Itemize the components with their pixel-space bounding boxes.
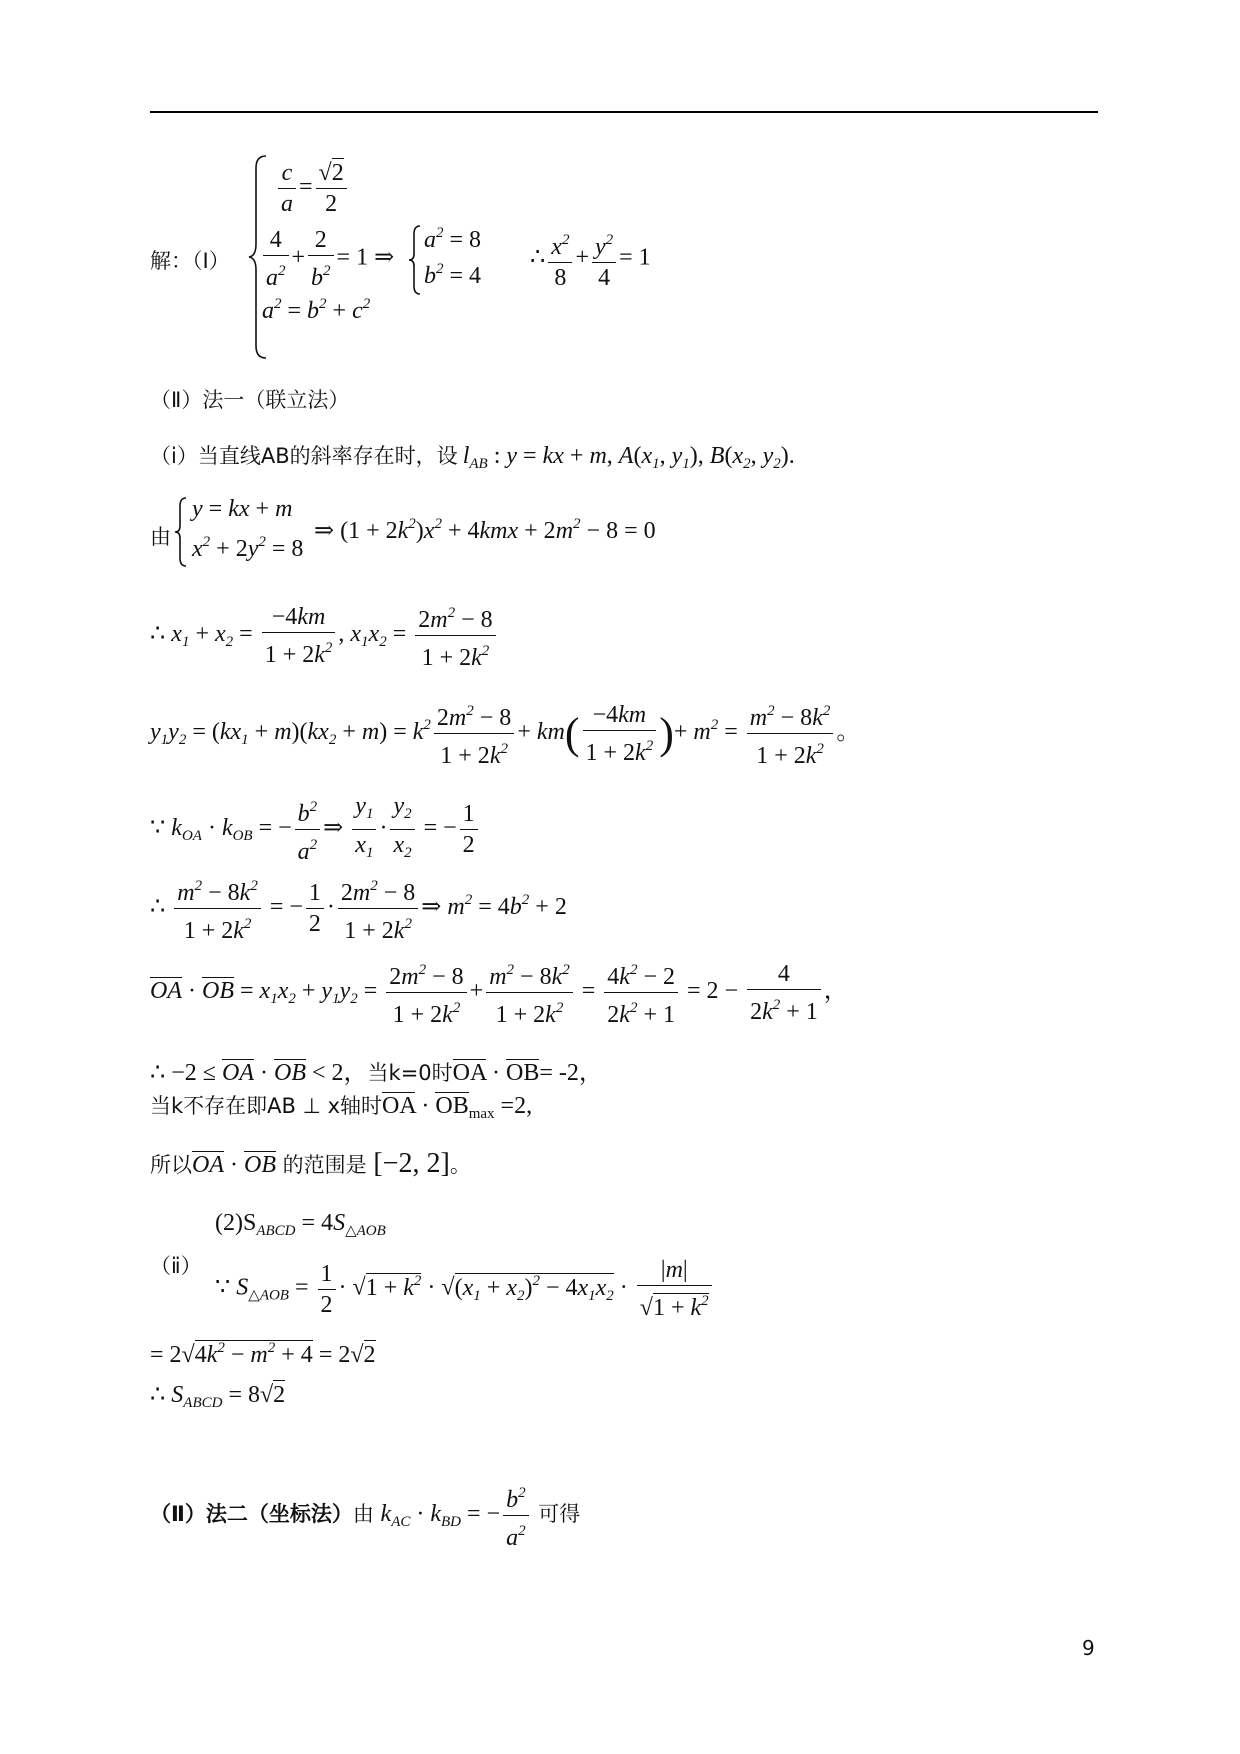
range-line: ∴ −2 ≤ OA · OB < 2，当k=0时OA · OB= -2， — [150, 1060, 603, 1086]
m-relation: ∴ $\frac{m^2 - 8k^2}{1 + 2k^2}$ = − $\frac{1}{2}$ · $\frac{2m^2 - 8}{1 + 2k^2}$ ⇒ $m^2 = 4b^2 + 2$ — [150, 871, 567, 946]
part1-result-brace — [408, 224, 422, 296]
area-relation: $(2)S_{ABCD} = 4S_{\triangle AOB}$ — [215, 1210, 386, 1239]
part1-conclusion: ∴ $\frac{x^2}{8}$ + $\frac{y^2}{4}$ = 1 — [530, 225, 651, 293]
y1y2-expansion: $y_1y_2 = (kx_1 + m)(kx_2 + m) = k^2$ $\frac{2m^2 - 8}{1 + 2k^2}$ + km( $\frac{-4km}{1 + 2k^2}$ )+ $m^2$ = $\frac{m^2 - 8k^2}{1 + 2k^2}$ 。 — [150, 696, 860, 771]
dot-product: OA · OB = $x_1x_2 + y_1y_2$ = $\frac{2m^2 - 8}{1 + 2k^2}$ + $\frac{m^2 - 8k^2}{1 + 2k^2}$ = $\frac{4k^2 - 2}{2k^2 + 1}$ = 2 − $\frac{4}{2k^2 + 1}$ ， — [150, 955, 848, 1030]
part1-result-a: $a^2 = 8$ — [424, 225, 482, 253]
area-result: ∴ $S_{ABCD} = 8√2$ — [150, 1382, 286, 1411]
slope-condition: ∵ $k_{OA} \cdot k_{OB}$ = − $\frac{b^2}{a^2}$ ⇒ $\frac{y_1}{x_1}$ · $\frac{y_2}{x_2}$ = − $\frac{1}{2}$ — [150, 791, 481, 868]
vieta-formulas: ∴ $x_1 + x_2$ = $\frac{-4km}{1 + 2k^2}$ , $x_1x_2$ = $\frac{2m^2 - 8}{1 + 2k^2}$ — [150, 598, 499, 673]
header-rule — [150, 111, 1098, 113]
method2-line: （Ⅱ）法二（坐标法）由 $k_{AC} \cdot k_{BD}$ = − $\frac{b^2}{a^2}$ 可得 — [150, 1478, 580, 1553]
page-number: 9 — [1082, 1636, 1095, 1660]
part1-label: 解：（Ⅰ） — [150, 249, 230, 273]
system-brace — [174, 496, 188, 568]
system-eq1: y = kx + m — [192, 496, 293, 522]
area-formula: ∵ $S_{\triangle AOB}$ = $\frac{1}{2}$ · $√1 + k^2 \cdot √(x_1 + x_2)^2 - 4x_1x_2$ · $\frac{|m|}{√1 + k^2}$ — [215, 1255, 715, 1323]
vertical-line-case: 当k不存在即AB ⊥ x轴时OA · $OB_{max} =2$, — [150, 1093, 533, 1122]
area-value: = $2√4k^2 - m^2 + 4 = 2√2$ — [150, 1340, 376, 1368]
case-i-line — [150, 440, 795, 473]
system-eq2: $x^2 + 2y^2 = 8$ — [192, 534, 304, 562]
method2-heading: （Ⅱ）法二（坐标法） — [150, 1502, 353, 1527]
range-result: 所以OA · OB 的范围是 [−2, 2]。 — [150, 1148, 471, 1179]
case-i-text: （ⅰ）当直线AB的斜率存在时，设 — [150, 444, 458, 468]
part1-eq1: $\frac{c}{a}$ = $\frac{√2}{2}$ — [275, 158, 350, 219]
method1-heading: （Ⅱ）法一（联立法） — [150, 388, 350, 412]
part1-eq3: $a^2 = b^2 + c^2$ — [262, 296, 371, 324]
line-definition: $l_{AB}$ : y = kx + m, $A(x_1$, $y_1$), $B(x_2$, $y_2$). — [462, 443, 795, 472]
case-ii-label: （ⅱ） — [150, 1254, 202, 1278]
part1-eq2: $\frac{4}{a^2}$ + $\frac{2}{b^2}$ = 1 ⇒ — [260, 225, 394, 293]
quadratic-equation: ⇒ $(1 + 2k^2)x^2 + 4kmx + 2m^2 - 8 = 0$ — [314, 516, 656, 544]
sys-prefix: 由 — [150, 525, 171, 549]
part1-result-b: $b^2 = 4$ — [424, 261, 482, 289]
